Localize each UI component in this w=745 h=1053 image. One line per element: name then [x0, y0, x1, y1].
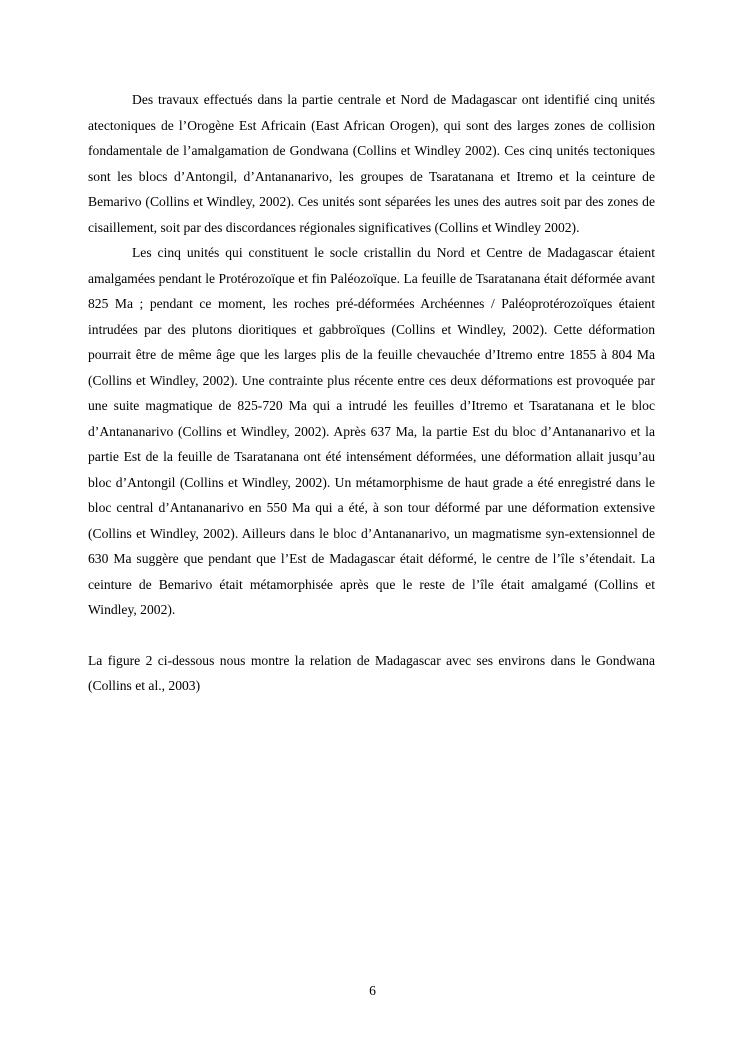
body-text	[88, 87, 655, 699]
page-number: 6	[369, 983, 376, 998]
paragraph-figure-reference: La figure 2 ci-dessous nous montre la relation de Madagascar avec ses environs dans le Gondwana (Collins et al., 2003)	[88, 652, 655, 693]
paragraph-tectonic-units: Des travaux effectués dans la partie centrale et Nord de Madagascar ont identifié cinq unités atectoniques de l’Orogène Est Africain (East African Orogen), qui sont des larges zones de collision fondamentale de l’amalgamation de Gondwana (Collins et Windley 2002). Ces cinq unités tectoniques sont les blocs d’Antongil, d’Antananarivo, les groupes de Tsaratanana et Itremo et la ceinture de Bemarivo (Collins et Windley, 2002). Ces unités sont séparées les unes des autres soit par des zones de cisaillement, soit par des discordances régionales significatives (Collins et Windley 2002).	[88, 92, 655, 235]
paragraph-amalgamation-history: Les cinq unités qui constituent le socle cristallin du Nord et Centre de Madagascar étaient amalgamées pendant le Protérozoïque et fin Paléozoïque. La feuille de Tsaratanana était déformée avant 825 Ma ; pendant ce moment, les roches pré-déformées Archéennes / Paléoprotérozoïques étaient intrudées par des plutons dioritiques et gabbroïques (Collins et Windley, 2002). Cette déformation pourrait être de même âge que les larges plis de la feuille chevauchée d’Itremo entre 1855 à 804 Ma (Collins et Windley, 2002). Une contrainte plus récente entre ces deux déformations est provoquée par une suite magmatique de 825-720 Ma qui a intrudé les feuilles d’Itremo et Tsaratanana et le bloc d’Antananarivo (Collins et Windley, 2002). Après 637 Ma, la partie Est du bloc d’Antananarivo et la partie Est de la feuille de Tsaratanana ont été intensément déformées, une déformation allait jusqu’au bloc d’Antongil (Collins et Windley, 2002). Un métamorphisme de haut grade a été enregistré dans le bloc central d’Antananarivo en 550 Ma qui a été, à son tour déformé par une déformation extensive (Collins et Windley, 2002). Ailleurs dans le bloc d’Antananarivo, un magmatisme syn-extensionnel de 630 Ma suggère que pendant que l’Est de Madagascar était déformé, le centre de l’île s’étendait. La ceinture de Bemarivo était métamorphisée après que le reste de l’île était amalgamé (Collins et Windley, 2002).	[88, 245, 655, 617]
